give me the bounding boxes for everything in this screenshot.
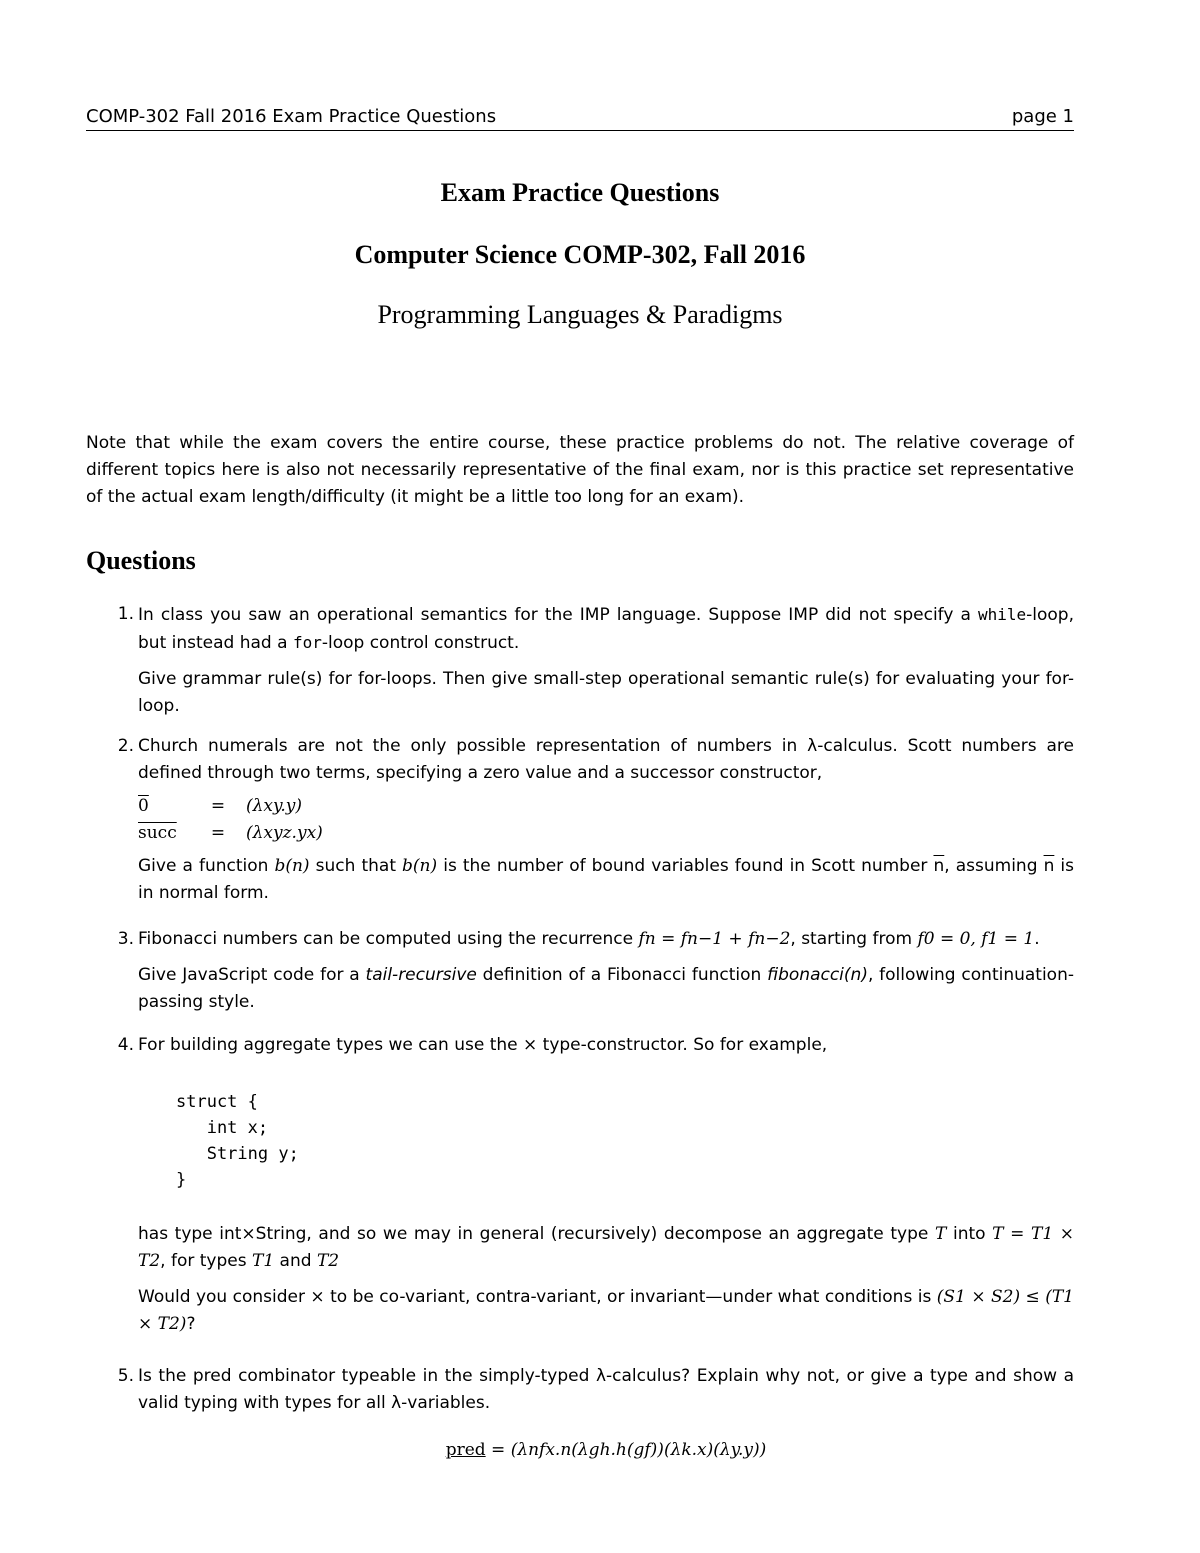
question-text xyxy=(138,926,1074,953)
question-text: Church numerals are not the only possible representation of numbers in λ-calculus. Scott numbers are defined through two terms, specifying a zero value and a successor constructor, xyxy=(138,736,1074,783)
title-block xyxy=(86,178,1074,336)
header-course-title: COMP-302 Fall 2016 Exam Practice Questions xyxy=(86,106,497,127)
text-run: such that xyxy=(309,856,403,876)
question-instruction xyxy=(138,962,1074,1016)
course-subtitle: Programming Languages & Paradigms xyxy=(377,300,783,329)
text-run: ? xyxy=(186,1314,196,1334)
code-keyword-while: while xyxy=(977,605,1027,624)
question-1 xyxy=(86,601,1074,720)
text-run: , for types xyxy=(160,1251,252,1271)
struct-code-block: struct { int x; String y; } xyxy=(176,1092,299,1190)
question-number: 3. xyxy=(117,929,134,949)
math-decomposition: T = T1 × T2 xyxy=(138,1224,1075,1271)
text-run: , assuming xyxy=(944,856,1044,876)
text-run: is the number of bound variables found in Scott number xyxy=(437,856,934,876)
scott-numbers-definition xyxy=(138,793,323,847)
math-scott-number: $\overline{n}$ xyxy=(933,856,945,876)
questions-heading: Questions xyxy=(86,546,196,575)
course-title: Computer Science COMP-302, Fall 2016 xyxy=(354,240,806,269)
pred-combinator-equation xyxy=(138,1437,1074,1464)
text-run: Give JavaScript code for a xyxy=(138,965,366,985)
text-run: , starting from xyxy=(790,929,918,949)
math-scott-number: $\overline{n}$ xyxy=(1043,856,1055,876)
text-run: into xyxy=(946,1224,993,1244)
question-text: For building aggregate types we can use the × type-constructor. So for example, xyxy=(138,1035,828,1055)
succ-definition: (λxyz.yx) xyxy=(246,823,323,843)
question-instruction xyxy=(138,1284,1074,1338)
pred-name: pred xyxy=(445,1440,486,1460)
text-run: Give a function xyxy=(138,856,275,876)
pred-definition: = (λnfx.n(λgh.h(gf))(λk.x)(λy.y)) xyxy=(485,1440,767,1460)
zero-definition: (λxy.y) xyxy=(246,796,302,816)
header-page-number: page 1 xyxy=(1011,106,1074,127)
equals-sign: = xyxy=(210,823,226,843)
math-type: T xyxy=(935,1224,947,1244)
question-number: 5. xyxy=(117,1366,134,1386)
succ-term: succ xyxy=(138,823,177,843)
question-instruction: Give grammar rule(s) for for-loops. Then give small-step operational semantic rule(s) for evaluating your for-loop. xyxy=(138,669,1074,716)
question-text: Is the pred combinator typeable in the simply-typed λ-calculus? Explain why not, or give a type and show a valid typing with types for all λ-variables. xyxy=(138,1366,1074,1413)
text-run: -loop, but instead had a xyxy=(138,605,1074,653)
text-run: has type int×String, and so we may in general (recursively) decompose an aggregate type xyxy=(138,1224,935,1244)
text-run: In class you saw an operational semantics for the IMP language. Suppose IMP did not specify a xyxy=(138,605,978,625)
text-run: -loop control construct. xyxy=(321,633,520,653)
math-type: T2 xyxy=(316,1251,340,1271)
equation-row xyxy=(138,820,323,847)
text-run: Fibonacci numbers can be computed using the recurrence xyxy=(138,929,639,949)
emphasis-text: fibonacci(n) xyxy=(767,965,868,985)
emphasis-text: tail-recursive xyxy=(365,965,477,985)
question-instruction xyxy=(138,853,1074,907)
math-subtyping: (S1 × S2) ≤ (T1 × T2) xyxy=(138,1287,1074,1334)
question-2 xyxy=(86,733,1074,907)
math-recurrence: fn = fn−1 + fn−2 xyxy=(638,929,791,949)
question-3 xyxy=(86,926,1074,1016)
code-keyword-for: for xyxy=(292,633,322,652)
text-run: is in normal form. xyxy=(138,856,1074,903)
zero-term: 0 xyxy=(138,796,149,816)
text-run: . xyxy=(1034,929,1040,949)
document-title: Exam Practice Questions xyxy=(440,178,720,207)
text-run: and xyxy=(274,1251,317,1271)
question-number: 4. xyxy=(117,1035,134,1055)
running-header xyxy=(86,106,1074,131)
question-text xyxy=(138,601,1074,657)
text-run: Would you consider × to be co-variant, contra-variant, or invariant—under what conditions is xyxy=(138,1287,937,1307)
question-4 xyxy=(86,1032,1074,1338)
equals-sign: = xyxy=(210,796,226,816)
question-text xyxy=(138,1221,1074,1275)
math-function: b(n) xyxy=(402,856,438,876)
question-5 xyxy=(86,1363,1074,1464)
text-run: definition of a Fibonacci function xyxy=(476,965,768,985)
math-function: b(n) xyxy=(274,856,310,876)
math-type: T1 xyxy=(251,1251,275,1271)
equation-row xyxy=(138,793,323,820)
question-number: 2. xyxy=(117,736,134,756)
intro-note: Note that while the exam covers the entire course, these practice problems do not. The relative coverage of different topics here is also not necessarily representative of the final exam, nor is this practice set representative of the actual exam length/difficulty (it might be a little too long for an exam). xyxy=(86,433,1074,507)
text-run: , following continuation-passing style. xyxy=(138,965,1074,1012)
question-number: 1. xyxy=(117,604,134,624)
math-initial-values: f0 = 0, f1 = 1 xyxy=(917,929,1035,949)
